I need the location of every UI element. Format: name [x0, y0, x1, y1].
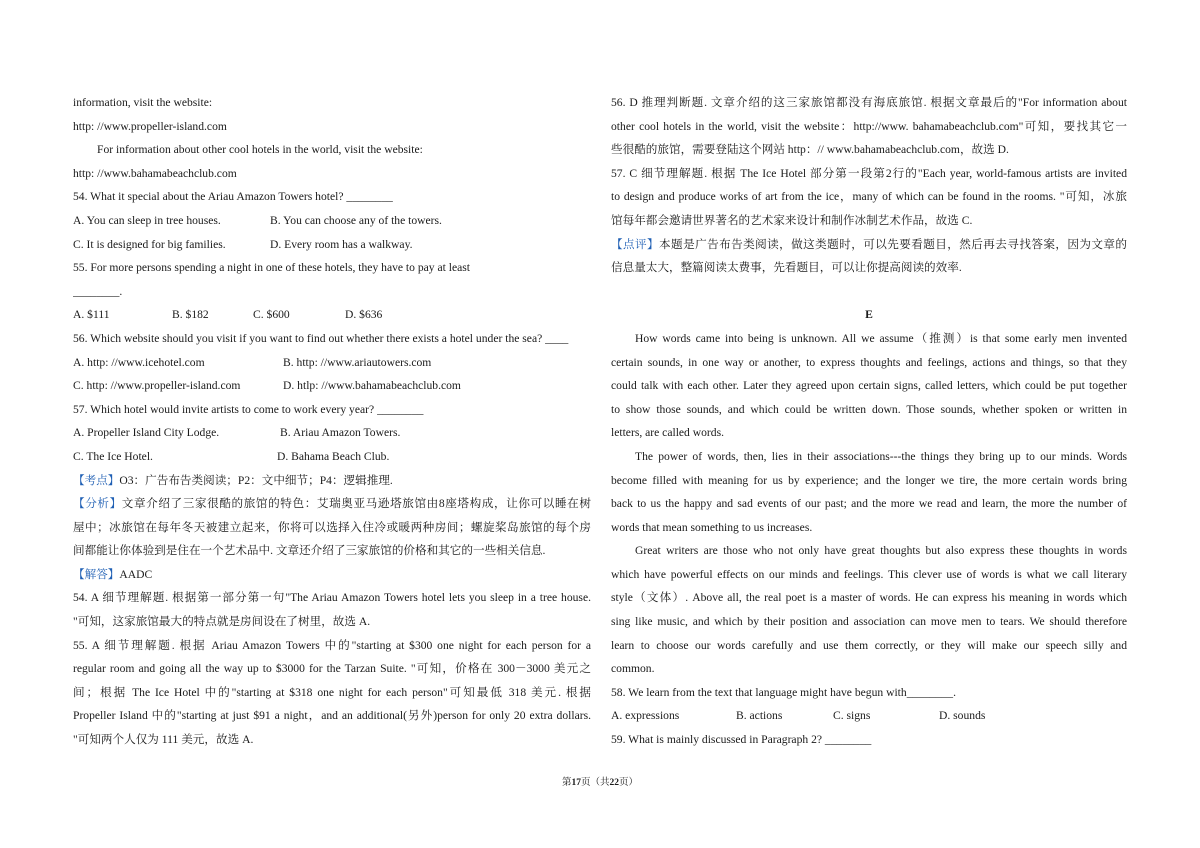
paragraph-2-line: words that mean something to us increases.	[611, 520, 813, 534]
answer-blank: ____	[545, 331, 569, 345]
dianping-line	[611, 233, 1127, 257]
explanation-56: 些很酷的旅馆，需要登陆这个网站 http：// www.bahamabeachclub.com，故选 D.	[611, 143, 1009, 157]
option-a: A. $111	[73, 308, 110, 322]
paragraph-1-line: certain sounds, in one way or another, to express thoughts and feelings, actions and things, so that they	[611, 355, 1127, 369]
answer-blank: ________	[824, 733, 872, 747]
text-line: For information about other cool hotels in the world, visit the website:	[97, 143, 423, 157]
paragraph-2-line: The power of words, then, lies in their associations---the things they bring up to our minds. Words	[635, 449, 1127, 463]
option-a: A. Propeller Island City Lodge.	[73, 426, 220, 440]
option-c: C. $600	[253, 308, 290, 322]
question-56	[73, 327, 591, 351]
fenxi-line: 屋中；冰旅馆在每年冬天被建立起来，你将可以选择入住冷或暖两种房间；螺旋桨岛旅馆的每个房	[73, 520, 591, 534]
answer-blank: ________.	[73, 284, 123, 298]
paragraph-1-line: How words came into being is unknown. All we assume（推测）is that some early men invented	[635, 331, 1127, 345]
dianping-line: 信息量太大，整篇阅读太费事，先看题目，可以让你提高阅读的效率.	[611, 261, 962, 275]
footer-text: 第	[561, 778, 572, 788]
options-row	[73, 209, 591, 233]
question-text: 56. Which website should you visit if you want to find out whether there exists a hotel under the sea?	[73, 331, 543, 345]
paragraph-3-line: common.	[611, 662, 655, 676]
option-b: B. Ariau Amazon Towers.	[280, 426, 401, 440]
question-text: 59. What is mainly discussed in Paragraph 2?	[611, 733, 823, 747]
fenxi-line	[73, 492, 591, 516]
explanation-55: Propeller Island 中的"starting at just $91 a night，and an additional(另外)person for only 20 extra dollars.	[73, 709, 591, 723]
option-b: B. You can choose any of the towers.	[270, 213, 442, 227]
paragraph-3-line: which have powerful effects on our minds and feelings. This clever use of words is what we call literary	[611, 567, 1127, 581]
option-c: C. The Ice Hotel.	[73, 449, 153, 463]
explanation-57: to design and produce works of art from the ice，many of which can be found in the rooms. "可知，冰旅	[611, 190, 1127, 204]
explanation-55: "可知两个人仅为 111 美元，故选 A.	[73, 733, 254, 747]
option-c: C. signs	[833, 709, 871, 723]
question-54	[73, 185, 591, 209]
option-d: D. Every room has a walkway.	[270, 237, 413, 251]
question-text: 57. Which hotel would invite artists to come to work every year?	[73, 402, 375, 416]
option-d: D. Bahama Beach Club.	[277, 449, 390, 463]
option-c: C. It is designed for big families.	[73, 237, 226, 251]
question-text: 54. What it special about the Ariau Amazon Towers hotel?	[73, 190, 344, 204]
paragraph-2-line: become filled with meaning for us by experience; and the longer we tire, the more certain words bring	[611, 473, 1127, 487]
paragraph-3-line: learn to choose our words carefully and use them correctly, or they will make our speech silly and	[611, 638, 1127, 652]
option-b: B. actions	[736, 709, 783, 723]
paragraph-2-line: back to us the happy and sad events of our past; and the more we read and learn, the more the number of	[611, 497, 1127, 511]
explanation-56: other cool hotels in the world, visit the website：http://www. bahamabeachclub.com"可知，要找其它一	[611, 119, 1127, 133]
question-58: 58. We learn from the text that language might have begun with________.	[611, 685, 956, 699]
jieda-line	[73, 563, 591, 587]
option-a: A. http: //www.icehotel.com	[73, 355, 205, 369]
dianping-tag: 【点评】	[611, 237, 660, 251]
option-a: A. You can sleep in tree houses.	[73, 213, 221, 227]
option-b: B. $182	[172, 308, 209, 322]
option-d: D. htlp: //www.bahamabeachclub.com	[283, 379, 461, 393]
paragraph-1-line: could talk with each other. Later they agreed upon certain signs, called letters, which could be put together	[611, 379, 1127, 393]
footer-text: 页）	[619, 778, 639, 788]
options-row	[73, 351, 591, 375]
section-heading: E	[865, 308, 873, 322]
option-d: D. $636	[345, 308, 383, 322]
question-57	[73, 398, 591, 422]
kaodian-tag: 【考点】	[73, 473, 120, 487]
website-link: http: //www.bahamabeachclub.com	[73, 166, 237, 180]
option-a: A. expressions	[611, 709, 680, 723]
jieda-text: AADC	[119, 567, 153, 581]
options-row	[73, 374, 591, 398]
explanation-54: 54. A 细节理解题. 根据第一部分第一句"The Ariau Amazon Towers hotel lets you sleep in a tree house.	[73, 591, 591, 605]
options-row	[73, 303, 591, 327]
page-total: 22	[609, 778, 619, 788]
text-line: information, visit the website:	[73, 96, 213, 109]
kaodian-line	[73, 469, 591, 493]
options-row	[73, 445, 591, 469]
explanation-57: 57. C 细节理解题. 根据 The Ice Hotel 部分第一段第2行的"Each year, world-famous artists are invited	[611, 166, 1127, 180]
page-number: 17	[571, 778, 581, 788]
options-row	[73, 233, 591, 257]
answer-blank: ________	[377, 402, 424, 416]
option-d: D. sounds	[939, 709, 986, 723]
paragraph-1-line: to show those sounds, and which could be written down. Those sounds, whether spoken or written in	[611, 402, 1127, 416]
fenxi-tag: 【分析】	[73, 497, 122, 511]
left-column	[73, 91, 591, 752]
jieda-tag: 【解答】	[73, 567, 120, 581]
dianping-text: 本题是广告布告类阅读，做这类题时，可以先要看题目，然后再去寻找答案，因为文章的	[659, 237, 1127, 251]
explanation-54: "可知，这家旅馆最大的特点就是房间设在了树里，故选 A.	[73, 615, 371, 629]
explanation-55: regular room and going all the way up to $3000 for the Tarzan Suite. "可知，价格在 300－3000 美元之	[73, 662, 591, 676]
explanation-55: 间；根据 The Ice Hotel 中的"starting at $318 one night for each person"可知最低 318 美元. 根据	[73, 685, 591, 699]
paragraph-3-line: sing like music, and which by their position and association can move men to tears. We should therefore	[611, 615, 1127, 629]
website-link: http: //www.propeller-island.com	[73, 119, 227, 133]
explanation-57: 馆每年都会邀请世界著名的艺术家来设计和制作冰制艺术作品，故选 C.	[611, 213, 973, 227]
fenxi-line: 间都能让你体验到是住在一个艺术品中. 文章还介绍了三家旅馆的价格和其它的一些相关信息.	[73, 544, 546, 558]
spacer	[611, 280, 1127, 304]
explanation-56: 56. D 推理判断题. 文章介绍的这三家旅馆都没有海底旅馆. 根据文章最后的"For information about	[611, 96, 1127, 109]
option-c: C. http: //www.propeller-island.com	[73, 379, 241, 393]
kaodian-text: O3：广告布告类阅读；P2：文中细节；P4：逻辑推理.	[119, 473, 393, 487]
option-b: B. http: //www.ariautowers.com	[283, 355, 432, 369]
answer-blank: ________	[346, 190, 393, 204]
right-column	[611, 91, 1127, 752]
question-59	[611, 728, 1127, 752]
fenxi-text: 文章介绍了三家很酷的旅馆的特色：艾瑞奥亚马逊塔旅馆由8座塔构成，让你可以睡在树	[121, 497, 591, 511]
paragraph-3-line: style（文体）. Above all, the real poet is a master of words. He can express his meaning in words which	[611, 591, 1127, 605]
paragraph-1-line: letters, are called words.	[611, 426, 724, 440]
paragraph-3-line: Great writers are those who not only have great thoughts but also express these thoughts in words	[635, 544, 1127, 558]
explanation-55: 55. A 细节理解题. 根据 Ariau Amazon Towers 中的"starting at $300 one night for each person for a	[73, 638, 591, 652]
options-row	[611, 704, 1127, 728]
options-row	[73, 421, 591, 445]
question-55: 55. For more persons spending a night in one of these hotels, they have to pay at least	[73, 261, 471, 275]
page-footer	[0, 776, 1200, 790]
footer-text: 页（共	[580, 778, 610, 788]
